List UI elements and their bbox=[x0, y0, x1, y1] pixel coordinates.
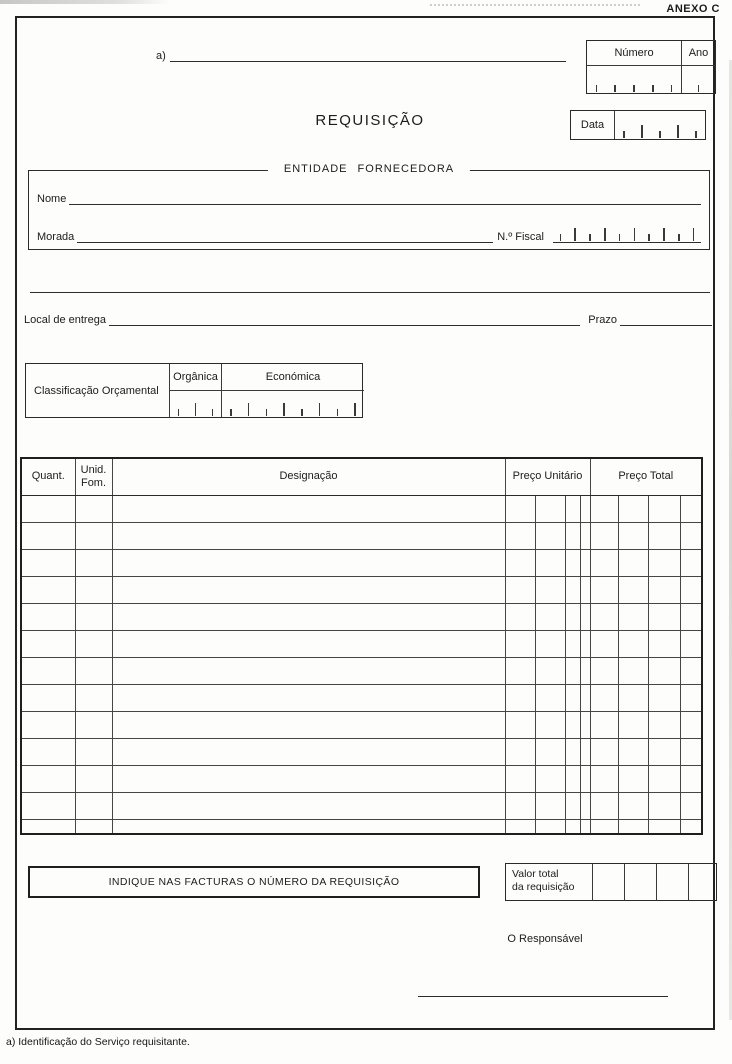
item-cell bbox=[648, 495, 680, 522]
nome-label: Nome bbox=[37, 193, 67, 205]
item-cell bbox=[75, 765, 112, 792]
item-cell bbox=[21, 522, 75, 549]
organica-digit-ticks bbox=[170, 391, 221, 417]
item-row bbox=[21, 522, 702, 549]
item-cell bbox=[21, 711, 75, 738]
annex-label: ANEXO C bbox=[666, 3, 720, 15]
prazo-label: Prazo bbox=[588, 314, 617, 326]
item-cell bbox=[565, 657, 580, 684]
item-cell bbox=[590, 603, 618, 630]
item-cell bbox=[565, 765, 580, 792]
digit-tick bbox=[678, 234, 680, 241]
ano-digit-cell bbox=[682, 66, 715, 93]
digit-tick bbox=[574, 228, 576, 241]
entidade-fornecedora-box bbox=[28, 163, 710, 250]
item-cell bbox=[680, 711, 702, 738]
digit-tick bbox=[671, 85, 673, 92]
item-cell bbox=[565, 522, 580, 549]
item-row bbox=[21, 765, 702, 792]
digit-tick bbox=[652, 85, 654, 92]
item-cell bbox=[75, 738, 112, 765]
item-cell bbox=[112, 765, 505, 792]
item-cell bbox=[648, 576, 680, 603]
item-cell bbox=[535, 549, 565, 576]
item-cell bbox=[680, 738, 702, 765]
item-row bbox=[21, 684, 702, 711]
data-label: Data bbox=[571, 111, 615, 139]
morada-write-line bbox=[77, 231, 493, 243]
service-id-label: a) bbox=[156, 50, 166, 62]
economica-digit-cell bbox=[222, 391, 364, 417]
item-cell bbox=[648, 549, 680, 576]
ano-digit-ticks bbox=[682, 66, 715, 93]
item-cell bbox=[680, 603, 702, 630]
item-cell bbox=[618, 792, 648, 819]
item-cell bbox=[590, 522, 618, 549]
item-cell bbox=[112, 549, 505, 576]
item-cell bbox=[648, 738, 680, 765]
digit-tick bbox=[596, 85, 598, 92]
digit-tick bbox=[230, 409, 232, 416]
item-row bbox=[21, 603, 702, 630]
morada-row bbox=[37, 223, 701, 243]
item-cell bbox=[680, 819, 702, 834]
data-digit-ticks bbox=[615, 111, 705, 139]
item-cell bbox=[21, 819, 75, 834]
numero-ano-box bbox=[586, 40, 716, 94]
item-cell bbox=[680, 522, 702, 549]
item-row bbox=[21, 738, 702, 765]
item-cell bbox=[535, 657, 565, 684]
item-cell bbox=[112, 603, 505, 630]
scan-dotted-artifact bbox=[430, 4, 640, 6]
data-box bbox=[570, 110, 706, 140]
item-cell bbox=[21, 603, 75, 630]
local-entrega-label: Local de entrega bbox=[24, 314, 106, 326]
item-cell bbox=[21, 576, 75, 603]
organica-digit-cell bbox=[170, 391, 222, 417]
item-cell bbox=[618, 630, 648, 657]
digit-tick bbox=[337, 409, 339, 416]
item-cell bbox=[680, 549, 702, 576]
valor-total-cell bbox=[688, 864, 716, 900]
item-cell bbox=[112, 738, 505, 765]
col-header-quant: Quant. bbox=[21, 458, 75, 495]
item-cell bbox=[618, 819, 648, 834]
fiscal-label: N.º Fiscal bbox=[497, 231, 544, 243]
item-cell bbox=[535, 576, 565, 603]
item-cell bbox=[680, 684, 702, 711]
classificacao-box bbox=[25, 363, 363, 418]
item-cell bbox=[580, 657, 590, 684]
col-header-preco-unitario: Preço Unitário bbox=[505, 458, 590, 495]
item-cell bbox=[21, 495, 75, 522]
item-cell bbox=[580, 819, 590, 834]
classificacao-label: Classificação Orçamental bbox=[26, 364, 170, 417]
item-cell bbox=[590, 576, 618, 603]
item-cell bbox=[75, 576, 112, 603]
item-cell bbox=[75, 495, 112, 522]
item-cell bbox=[535, 684, 565, 711]
item-cell bbox=[580, 792, 590, 819]
responsavel-label: O Responsável bbox=[507, 933, 583, 945]
digit-tick bbox=[698, 85, 700, 92]
digit-tick bbox=[354, 403, 356, 416]
item-cell bbox=[580, 522, 590, 549]
item-row bbox=[21, 549, 702, 576]
item-cell bbox=[680, 576, 702, 603]
nome-write-line bbox=[69, 193, 701, 205]
extra-write-line bbox=[30, 292, 710, 293]
digit-tick bbox=[634, 228, 636, 241]
items-table-wrap bbox=[20, 457, 703, 835]
item-cell bbox=[648, 792, 680, 819]
item-cell bbox=[680, 657, 702, 684]
item-cell bbox=[648, 684, 680, 711]
item-cell bbox=[580, 549, 590, 576]
item-row bbox=[21, 576, 702, 603]
item-cell bbox=[648, 765, 680, 792]
item-cell bbox=[112, 522, 505, 549]
digit-tick bbox=[663, 228, 665, 241]
service-id-row bbox=[156, 50, 566, 62]
item-cell bbox=[590, 738, 618, 765]
item-cell bbox=[590, 630, 618, 657]
item-cell bbox=[505, 765, 535, 792]
item-cell bbox=[535, 738, 565, 765]
ano-header: Ano bbox=[682, 41, 715, 66]
item-cell bbox=[680, 765, 702, 792]
item-cell bbox=[21, 738, 75, 765]
valor-total-cell bbox=[656, 864, 688, 900]
col-header-unid: Unid. Fom. bbox=[75, 458, 112, 495]
item-row bbox=[21, 819, 702, 834]
item-cell bbox=[21, 630, 75, 657]
item-cell bbox=[565, 630, 580, 657]
digit-tick bbox=[633, 85, 635, 92]
item-cell bbox=[590, 819, 618, 834]
item-cell bbox=[112, 576, 505, 603]
valor-total-box bbox=[505, 863, 717, 901]
item-cell bbox=[618, 765, 648, 792]
item-cell bbox=[75, 522, 112, 549]
digit-tick bbox=[677, 125, 679, 138]
col-header-designacao: Designação bbox=[112, 458, 505, 495]
item-row bbox=[21, 657, 702, 684]
nome-row bbox=[37, 193, 701, 205]
digit-tick bbox=[648, 234, 650, 241]
item-cell bbox=[618, 576, 648, 603]
item-cell bbox=[112, 792, 505, 819]
organica-header: Orgânica bbox=[170, 364, 222, 391]
item-cell bbox=[580, 738, 590, 765]
item-cell bbox=[535, 792, 565, 819]
item-cell bbox=[75, 711, 112, 738]
scan-smudge bbox=[0, 0, 170, 4]
item-cell bbox=[75, 603, 112, 630]
item-cell bbox=[112, 684, 505, 711]
item-cell bbox=[590, 657, 618, 684]
entidade-legend: ENTIDADE FORNECEDORA bbox=[268, 163, 470, 175]
item-cell bbox=[618, 711, 648, 738]
invoice-note-box bbox=[28, 866, 480, 898]
item-cell bbox=[648, 603, 680, 630]
item-cell bbox=[75, 657, 112, 684]
item-cell bbox=[21, 792, 75, 819]
item-cell bbox=[505, 630, 535, 657]
item-cell bbox=[75, 792, 112, 819]
digit-tick bbox=[623, 131, 625, 138]
local-entrega-write-line bbox=[109, 314, 580, 326]
item-cell bbox=[535, 522, 565, 549]
item-row bbox=[21, 495, 702, 522]
digit-tick bbox=[693, 228, 695, 241]
digit-tick bbox=[604, 228, 606, 241]
item-row bbox=[21, 630, 702, 657]
items-header-row bbox=[21, 458, 702, 495]
service-id-write-line bbox=[170, 50, 566, 62]
item-cell bbox=[112, 657, 505, 684]
items-table bbox=[20, 457, 703, 835]
data-digit-cell bbox=[615, 111, 705, 139]
valor-total-cell bbox=[624, 864, 656, 900]
numero-digit-ticks bbox=[587, 66, 681, 93]
digit-tick bbox=[248, 403, 250, 416]
item-cell bbox=[648, 657, 680, 684]
valor-total-line2: da requisição bbox=[512, 881, 575, 894]
valor-total-line1: Valor total bbox=[512, 868, 559, 880]
item-cell bbox=[565, 603, 580, 630]
digit-tick bbox=[283, 403, 285, 416]
item-cell bbox=[505, 603, 535, 630]
item-cell bbox=[590, 765, 618, 792]
item-cell bbox=[75, 549, 112, 576]
item-cell bbox=[505, 495, 535, 522]
item-cell bbox=[505, 576, 535, 603]
item-cell bbox=[648, 630, 680, 657]
item-cell bbox=[535, 495, 565, 522]
digit-tick bbox=[614, 85, 616, 92]
digit-tick bbox=[560, 234, 562, 241]
item-cell bbox=[505, 711, 535, 738]
item-cell bbox=[648, 819, 680, 834]
numero-digit-cell bbox=[587, 66, 682, 93]
item-cell bbox=[21, 684, 75, 711]
item-cell bbox=[565, 576, 580, 603]
item-cell bbox=[565, 792, 580, 819]
invoice-note-text: INDIQUE NAS FACTURAS O NÚMERO DA REQUISIÇÃO bbox=[108, 876, 400, 888]
economica-header: Económica bbox=[222, 364, 364, 391]
item-row bbox=[21, 792, 702, 819]
item-cell bbox=[618, 495, 648, 522]
item-cell bbox=[580, 711, 590, 738]
item-cell bbox=[535, 603, 565, 630]
item-cell bbox=[680, 495, 702, 522]
item-cell bbox=[580, 684, 590, 711]
item-cell bbox=[112, 630, 505, 657]
item-cell bbox=[21, 549, 75, 576]
item-cell bbox=[618, 684, 648, 711]
item-cell bbox=[580, 576, 590, 603]
item-cell bbox=[505, 522, 535, 549]
fiscal-digit-ticks bbox=[553, 223, 701, 243]
item-cell bbox=[580, 765, 590, 792]
item-row bbox=[21, 711, 702, 738]
item-cell bbox=[618, 522, 648, 549]
item-cell bbox=[590, 684, 618, 711]
item-cell bbox=[680, 630, 702, 657]
item-cell bbox=[112, 711, 505, 738]
item-cell bbox=[75, 684, 112, 711]
item-cell bbox=[580, 495, 590, 522]
item-cell bbox=[618, 657, 648, 684]
item-cell bbox=[112, 819, 505, 834]
digit-tick bbox=[695, 131, 697, 138]
digit-tick bbox=[178, 409, 180, 416]
footnote: a) Identificação do Serviço requisitante. bbox=[6, 1036, 190, 1048]
item-cell bbox=[75, 819, 112, 834]
digit-tick bbox=[212, 409, 214, 416]
item-cell bbox=[618, 738, 648, 765]
digit-tick bbox=[659, 131, 661, 138]
item-cell bbox=[580, 603, 590, 630]
item-cell bbox=[505, 792, 535, 819]
item-cell bbox=[112, 495, 505, 522]
prazo-write-line bbox=[620, 314, 712, 326]
valor-total-label bbox=[506, 864, 592, 900]
item-cell bbox=[535, 711, 565, 738]
item-cell bbox=[505, 738, 535, 765]
digit-tick bbox=[641, 125, 643, 138]
item-cell bbox=[565, 549, 580, 576]
item-cell bbox=[580, 630, 590, 657]
item-cell bbox=[590, 549, 618, 576]
digit-tick bbox=[195, 403, 197, 416]
item-cell bbox=[21, 657, 75, 684]
item-cell bbox=[565, 711, 580, 738]
digit-tick bbox=[266, 409, 268, 416]
morada-label: Morada bbox=[37, 231, 75, 243]
economica-digit-ticks bbox=[222, 391, 364, 417]
signature-line bbox=[418, 996, 668, 997]
item-cell bbox=[618, 603, 648, 630]
item-cell bbox=[618, 549, 648, 576]
valor-total-cell bbox=[592, 864, 624, 900]
item-cell bbox=[75, 630, 112, 657]
items-table-body bbox=[21, 495, 702, 834]
item-cell bbox=[21, 765, 75, 792]
item-cell bbox=[565, 819, 580, 834]
digit-tick bbox=[619, 234, 621, 241]
form-title: REQUISIÇÃO bbox=[315, 112, 425, 129]
item-cell bbox=[590, 792, 618, 819]
delivery-row bbox=[24, 314, 712, 326]
numero-header: Número bbox=[587, 41, 682, 66]
item-cell bbox=[535, 819, 565, 834]
item-cell bbox=[535, 765, 565, 792]
col-header-preco-total: Preço Total bbox=[590, 458, 702, 495]
digit-tick bbox=[589, 234, 591, 241]
item-cell bbox=[590, 495, 618, 522]
item-cell bbox=[590, 711, 618, 738]
digit-tick bbox=[301, 409, 303, 416]
item-cell bbox=[505, 549, 535, 576]
item-cell bbox=[680, 792, 702, 819]
item-cell bbox=[505, 819, 535, 834]
item-cell bbox=[505, 657, 535, 684]
item-cell bbox=[565, 684, 580, 711]
item-cell bbox=[535, 630, 565, 657]
item-cell bbox=[565, 495, 580, 522]
item-cell bbox=[648, 522, 680, 549]
item-cell bbox=[505, 684, 535, 711]
item-cell bbox=[648, 711, 680, 738]
item-cell bbox=[565, 738, 580, 765]
digit-tick bbox=[319, 403, 321, 416]
